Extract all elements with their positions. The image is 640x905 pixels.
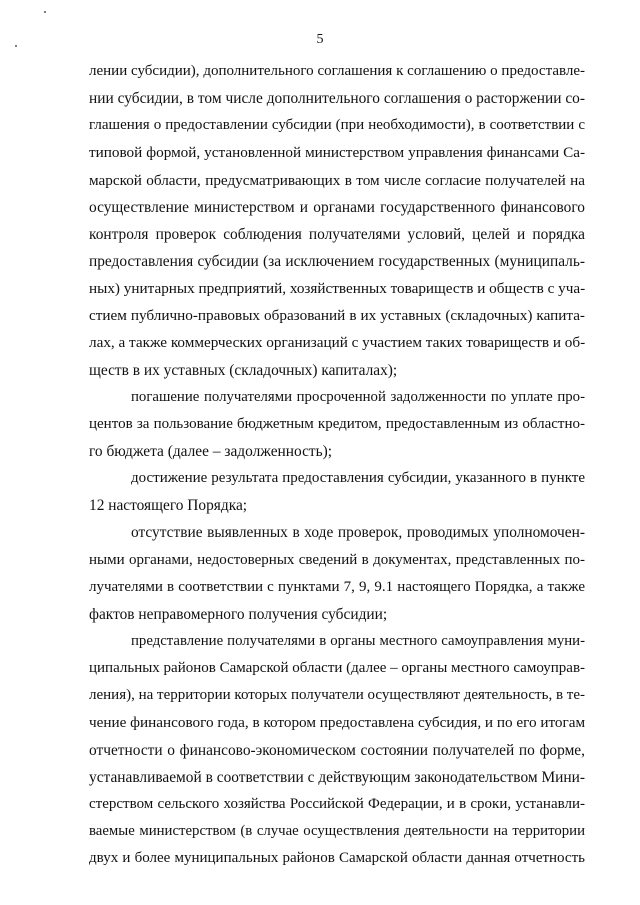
text-line: контроля проверок соблюдения получателями условий, целей и порядка bbox=[89, 225, 585, 243]
text-line: отчетности о финансово-экономическом состоянии получателей по форме, bbox=[89, 741, 585, 759]
text-line: ных) унитарных предприятий, хозяйственных товариществ и обществ с уча- bbox=[89, 280, 586, 298]
text-line: лах, а также коммерческих организаций с участием таких товариществ и об- bbox=[89, 334, 586, 352]
text-line: центов за пользование бюджетным кредитом, предоставленным из областно- bbox=[89, 415, 585, 432]
text-line: осуществление министерством и органами государственного финансового bbox=[89, 198, 585, 216]
text-line: стерством сельского хозяйства Российской Федерации, и в сроки, устанавли- bbox=[89, 795, 585, 812]
text-line: лучателями в соответствии с пунктами 7, 9, 9.1 настоящего Порядка, а также bbox=[89, 578, 585, 595]
text-line: предоставления субсидии (за исключением государственных (муниципаль- bbox=[89, 252, 585, 270]
page-number: 5 bbox=[316, 32, 324, 47]
text-line: лении субсидии), дополнительного соглашения к соглашению о предоставле- bbox=[89, 63, 585, 79]
text-line: нии субсидии, в том числе дополнительного соглашения о расторжении со- bbox=[89, 90, 585, 108]
text-line: фактов неправомерного получения субсидии; bbox=[89, 605, 388, 623]
text-line: ления), на территории которых получатели осуществляют деятельность, в те- bbox=[89, 687, 585, 704]
text-line: глашения о предоставлении субсидии (при необходимости), в соответствии с bbox=[89, 117, 585, 134]
text-line: представление получателями в органы местного самоуправления муни- bbox=[131, 632, 585, 649]
scan-speck bbox=[44, 11, 46, 13]
text-line: достижение результата предоставления субсидии, указанного в пункте bbox=[131, 470, 585, 487]
text-line: отсутствие выявленных в ходе проверок, проводимых уполномочен- bbox=[131, 524, 585, 542]
text-line: стием публично-правовых образований в их уставных (складочных) капита- bbox=[89, 307, 585, 325]
text-line: чение финансового года, в котором предоставлена субсидия, и по его итогам bbox=[89, 714, 586, 732]
text-line: марской области, предусматривающих в том числе согласие получателей на bbox=[89, 171, 585, 189]
text-line: ваемые министерством (в случае осуществления деятельности на территории bbox=[89, 822, 585, 839]
text-line: ципальных районов Самарской области (далее – органы местного самоуправ- bbox=[89, 660, 586, 677]
text-line: 12 настоящего Порядка; bbox=[89, 497, 248, 515]
text-line: погашение получателями просроченной задолженности по уплате про- bbox=[131, 388, 585, 405]
text-line: устанавливаемой в соответствии с действующим законодательством Мини- bbox=[89, 768, 585, 786]
text-line: ществ в их уставных (складочных) капиталах); bbox=[89, 361, 398, 379]
text-line: типовой формой, установленной министерством управления финансами Са- bbox=[89, 144, 585, 162]
document-body bbox=[89, 58, 585, 872]
text-line: ными органами, недостоверных сведений в документах, представленных по- bbox=[89, 551, 585, 568]
text-line: двух и более муниципальных районов Самарской области данная отчетность bbox=[89, 850, 585, 867]
text-line: го бюджета (далее – задолженность); bbox=[89, 442, 333, 460]
